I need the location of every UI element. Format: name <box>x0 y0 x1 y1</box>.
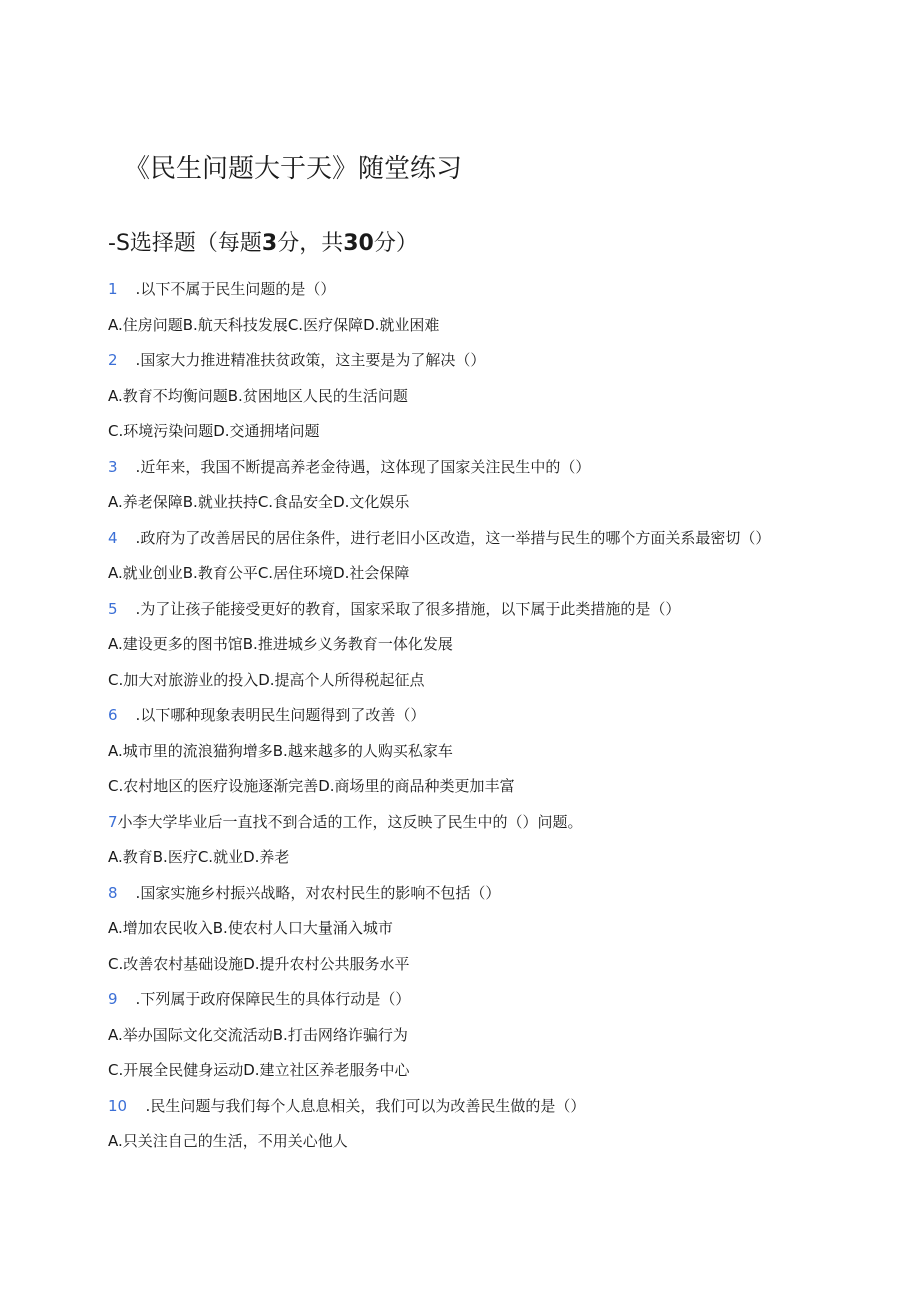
section-total: 30 <box>343 231 374 256</box>
question-item <box>108 598 888 634</box>
question-number: 2 <box>108 351 118 369</box>
question-text: .国家大力推进精准扶贫政策，这主要是为了解决（） <box>135 351 486 369</box>
question-item <box>108 349 888 385</box>
answer-options-text: A.养老保障B.就业扶持C.食品安全D.文化娱乐 <box>108 493 410 511</box>
question-text: .国家实施乡村振兴战略，对农村民生的影响不包括（） <box>135 883 501 902</box>
question-item <box>108 882 888 918</box>
answer-options-text: A.就业创业B.教育公平C.居住环境D.社会保障 <box>108 564 410 582</box>
answer-options-text: C.加大对旅游业的投入D.提高个人所得税起征点 <box>108 670 425 689</box>
question-text: .为了让孩子能接受更好的教育，国家采取了很多措施，以下属于此类措施的是（） <box>135 599 681 618</box>
answer-options <box>108 1024 888 1060</box>
answer-options-text: A.城市里的流浪猫狗增多B.越来越多的人购买私家车 <box>108 741 453 760</box>
question-number: 1 <box>108 280 118 298</box>
answer-options <box>108 740 888 776</box>
section-heading <box>108 226 418 257</box>
question-text: .以下不属于民生问题的是（） <box>135 280 336 298</box>
answer-options-text: A.住房问题B.航天科技发展C.医疗保障D.就业困难 <box>108 315 440 334</box>
question-number-gap <box>126 458 136 476</box>
question-number-gap <box>136 1097 146 1115</box>
answer-options <box>108 669 888 705</box>
answer-options <box>108 953 888 989</box>
answer-options <box>108 846 888 882</box>
answer-options <box>108 633 888 669</box>
question-number-gap <box>126 990 136 1008</box>
answer-options-text: C.改善农村基础设施D.提升农村公共服务水平 <box>108 954 410 973</box>
question-number: 10 <box>108 1096 128 1115</box>
question-number: 9 <box>108 990 118 1008</box>
answer-options-text: A.建设更多的图书馆B.推进城乡义务教育一体化发展 <box>108 635 453 653</box>
question-item <box>108 456 888 492</box>
answer-options-text: C.开展全民健身运动D.建立社区养老服务中心 <box>108 1061 410 1079</box>
question-item <box>108 988 888 1024</box>
question-number: 6 <box>108 706 118 724</box>
question-item <box>108 527 888 563</box>
question-item <box>108 278 888 314</box>
section-heading-mid: 分，共 <box>277 231 344 256</box>
question-number: 7 <box>108 812 118 831</box>
answer-options <box>108 562 888 598</box>
question-number: 8 <box>108 883 118 902</box>
question-number-gap <box>126 351 136 369</box>
answer-options <box>108 917 888 953</box>
section-heading-prefix: -S选择题（每题 <box>108 231 262 256</box>
answer-options-text: A.只关注自己的生活，不用关心他人 <box>108 1132 348 1150</box>
question-list <box>108 278 888 1166</box>
question-number-gap <box>126 600 136 618</box>
question-text: .以下哪种现象表明民生问题得到了改善（） <box>135 706 426 724</box>
question-number-gap <box>126 529 136 547</box>
question-number: 5 <box>108 599 118 618</box>
document-title: 《民生问题大于天》随堂练习 <box>124 154 463 184</box>
answer-options <box>108 385 888 421</box>
question-text: .近年来，我国不断提高养老金待遇，这体现了国家关注民生中的（） <box>135 457 591 476</box>
question-text: .政府为了改善居民的居住条件，进行老旧小区改造，这一举措与民生的哪个方面关系最密切（） <box>135 528 771 547</box>
question-text: .民生问题与我们每个人息息相关，我们可以为改善民生做的是（） <box>145 1096 586 1115</box>
question-number-gap <box>126 706 136 724</box>
question-number: 4 <box>108 528 118 547</box>
answer-options-text: C.农村地区的医疗设施逐渐完善D.商场里的商品种类更加丰富 <box>108 777 515 795</box>
question-item <box>108 1095 888 1131</box>
question-item <box>108 811 888 847</box>
answer-options-text: A.教育不均衡问题B.贫困地区人民的生活问题 <box>108 386 408 405</box>
answer-options-text: A.增加农民收入B.使农村人口大量涌入城市 <box>108 919 393 937</box>
answer-options <box>108 491 888 527</box>
answer-options <box>108 1130 888 1166</box>
question-text: .下列属于政府保障民生的具体行动是（） <box>135 990 411 1008</box>
answer-options <box>108 314 888 350</box>
answer-options-text: A.教育B.医疗C.就业D.养老 <box>108 848 290 866</box>
question-item <box>108 704 888 740</box>
section-heading-suffix: 分） <box>373 231 418 256</box>
question-text: 小李大学毕业后一直找不到合适的工作，这反映了民生中的（）问题。 <box>117 812 583 831</box>
question-number-gap <box>126 884 136 902</box>
answer-options <box>108 1059 888 1095</box>
question-number: 3 <box>108 457 118 476</box>
answer-options <box>108 420 888 456</box>
answer-options-text: C.环境污染问题D.交通拥堵问题 <box>108 422 320 440</box>
question-number-gap <box>126 280 136 298</box>
answer-options <box>108 775 888 811</box>
section-points: 3 <box>261 231 278 256</box>
answer-options-text: A.举办国际文化交流活动B.打击网络诈骗行为 <box>108 1025 408 1044</box>
